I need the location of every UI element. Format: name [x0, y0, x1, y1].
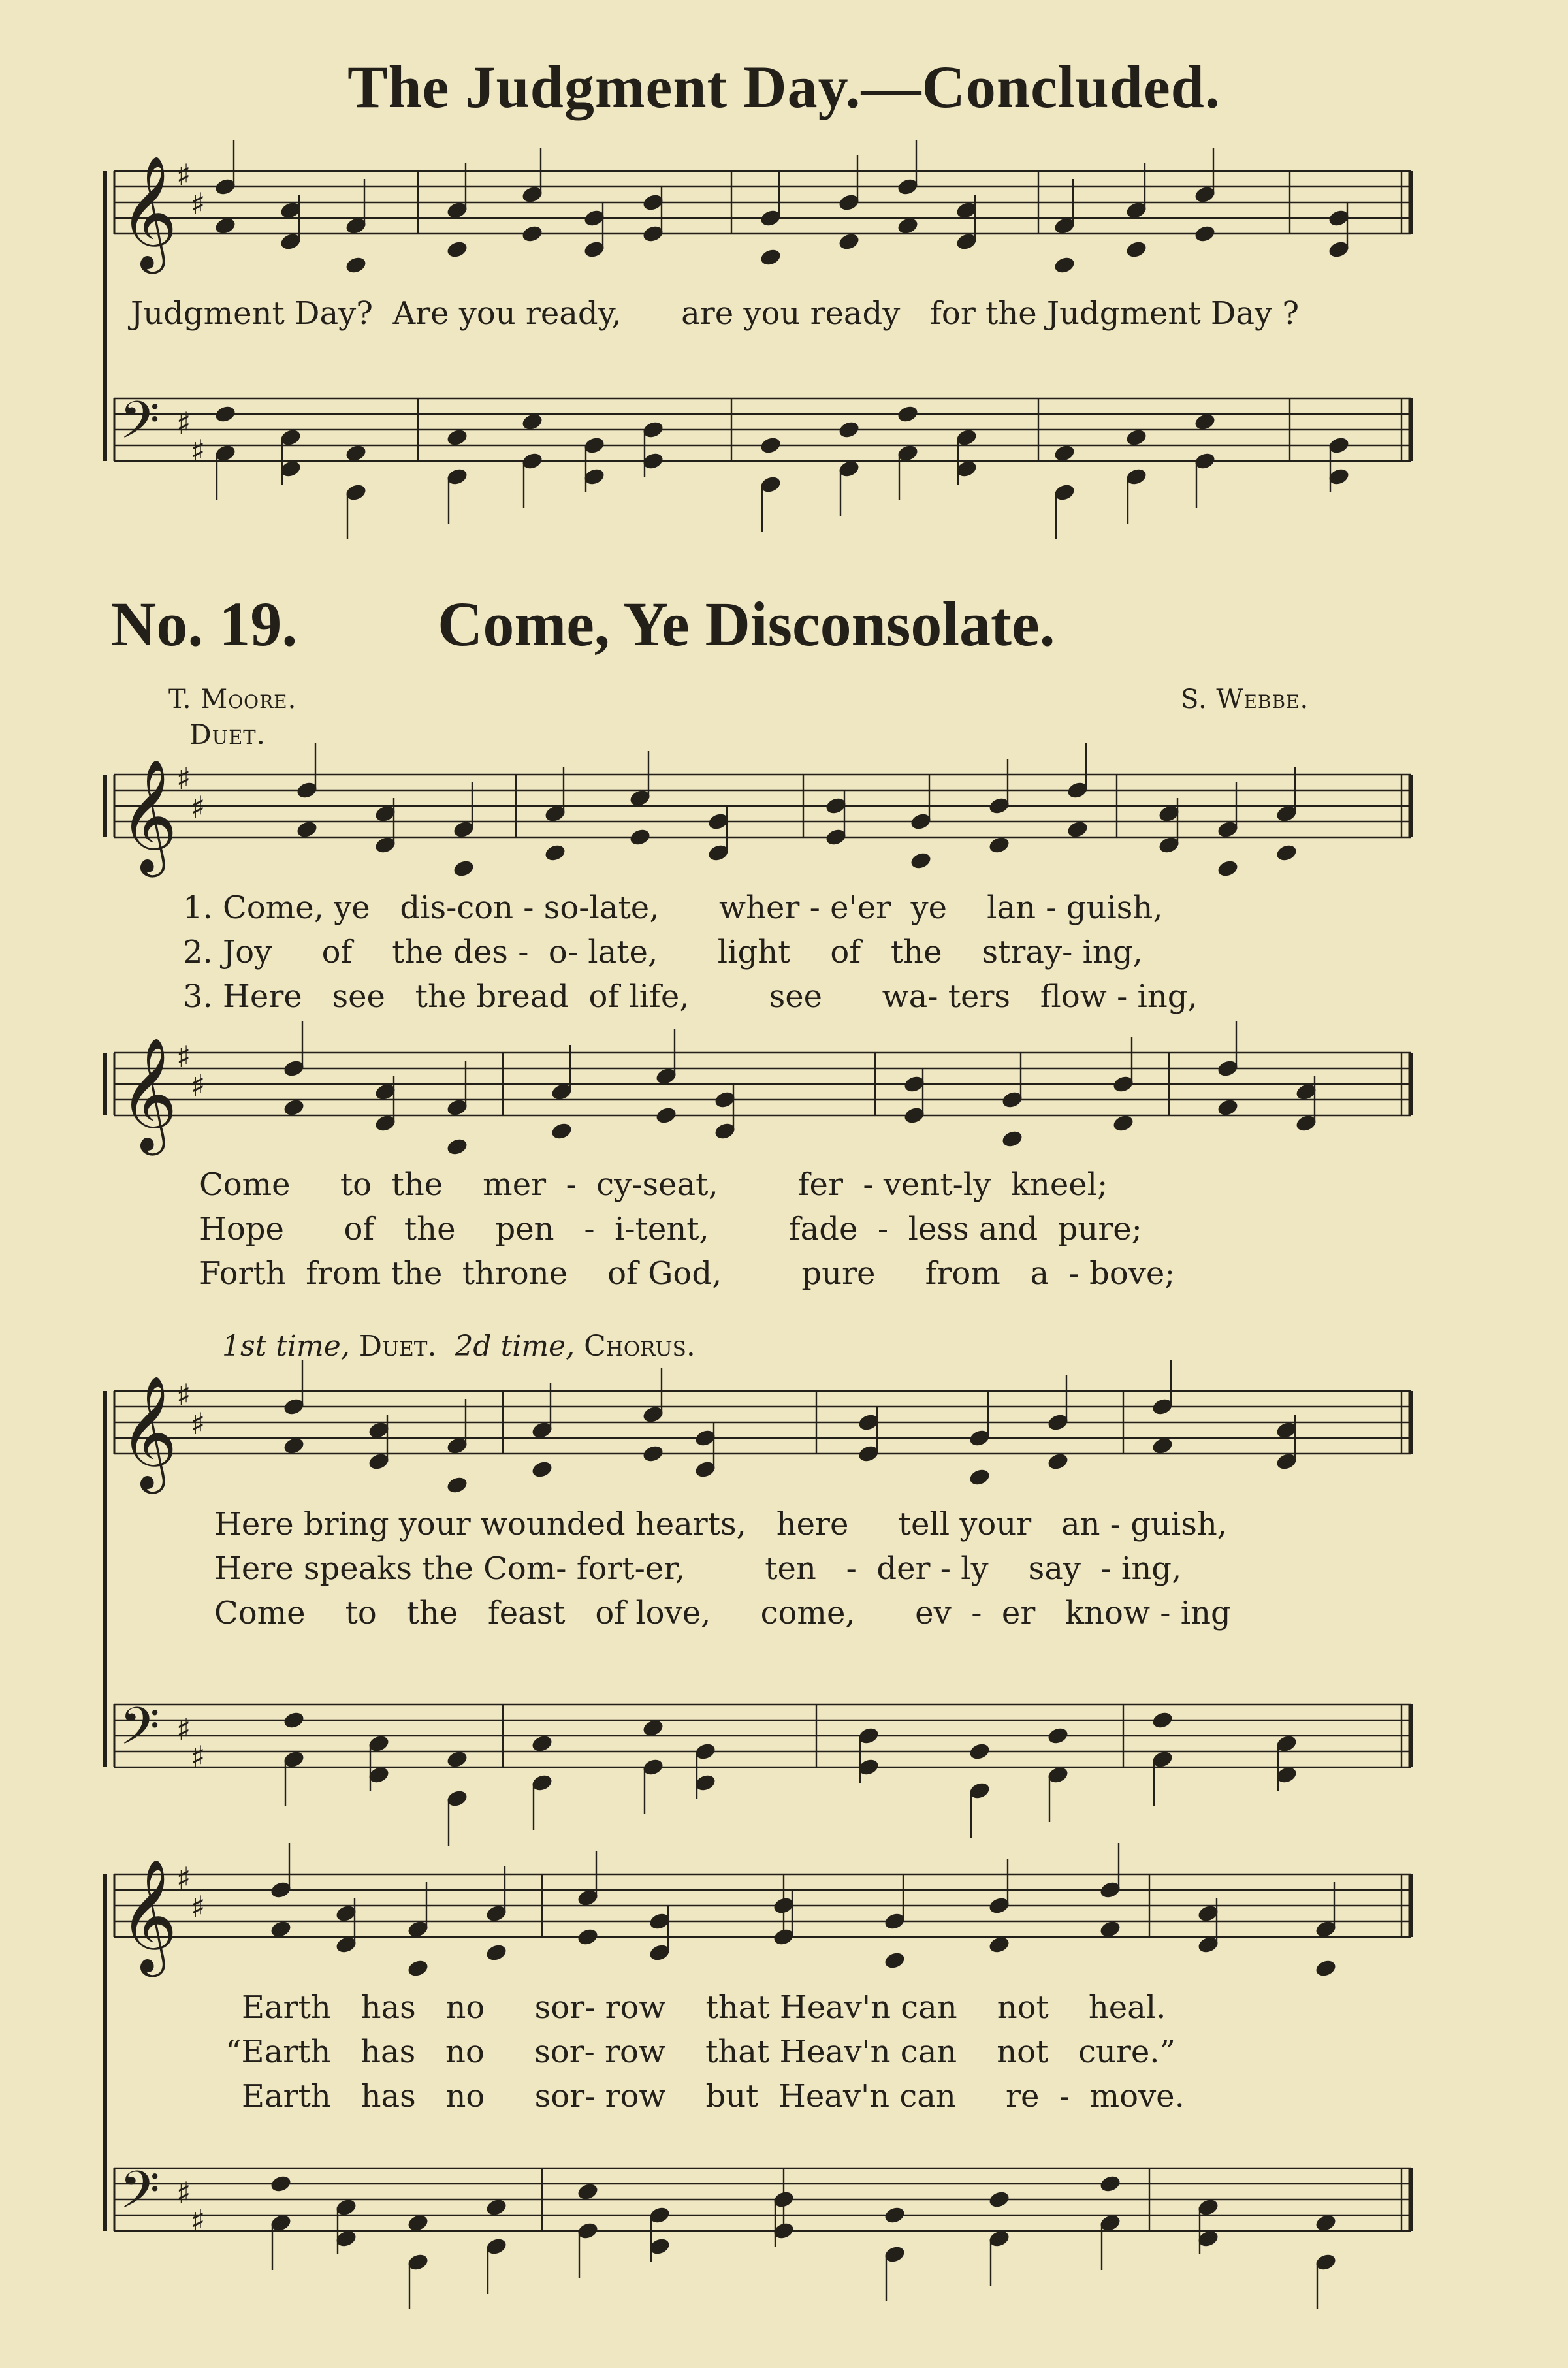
hymn-s3-bass-note — [641, 1718, 665, 1738]
hymn-s3-treble-note — [1151, 1436, 1174, 1456]
hymn-s4-treble-note — [987, 1935, 1011, 1955]
hymn-s2-treble-note — [550, 1121, 573, 1142]
judgment-bass-note — [1125, 428, 1148, 448]
hymn-s1-treble-note — [452, 859, 475, 879]
hymn-s3-treble-note — [1046, 1452, 1070, 1472]
top-lyric-line: Judgment Day? Are you ready, are you ready for the Judgment Day ? — [131, 295, 1300, 332]
treble-clef-icon: 𝄞 — [120, 1859, 178, 1972]
hymn-s1-treble-note — [628, 827, 652, 848]
sharp-icon: ♯ — [191, 1068, 206, 1103]
judgment-treble-note — [896, 216, 920, 236]
lyric-s4-v3: Earth has no sor- row but Heav'n can re - move. — [242, 2078, 1185, 2115]
hymn-s3-bass-note — [1046, 1726, 1070, 1746]
bass-clef-icon: 𝄢 — [120, 390, 160, 463]
hymn-s1-treble-note — [543, 843, 567, 863]
lyric-s2-v2: Hope of the pen - i-tent, fade - less and pure; — [199, 1211, 1142, 1247]
judgment-treble-note — [344, 255, 368, 276]
lyric-s3-v1: Here bring your wounded hearts, here tell your an - guish, — [214, 1506, 1228, 1543]
marking-first-time: 1st time, — [222, 1330, 350, 1363]
marking-second-time: 2d time, — [455, 1330, 575, 1363]
hymn-s4-treble-note — [883, 1951, 906, 1971]
judgment-bass-note — [759, 436, 782, 456]
judgment-treble-note — [759, 248, 782, 268]
hymn-title: Come, Ye Disconsolate. — [438, 589, 1055, 659]
hymn-s2-treble-note — [445, 1137, 469, 1157]
sharp-icon: ♯ — [191, 433, 206, 468]
hymn-s2-treble-note — [1000, 1129, 1024, 1149]
words-credit: T. Moore. — [168, 684, 297, 714]
sharp-icon: ♯ — [176, 761, 191, 796]
hymn-s4-bass-note — [987, 2190, 1011, 2210]
repeat-marking — [222, 1330, 696, 1363]
hymn-number: No. 19. — [111, 589, 298, 659]
sharp-icon: ♯ — [191, 1739, 206, 1774]
hymn-s3-treble-note — [530, 1460, 554, 1480]
judgment-bass-note — [344, 443, 368, 464]
judgment-bass-note — [896, 404, 920, 424]
lyric-s1-v2: 2. Joy of the des - o- late, light of the stray- ing, — [183, 934, 1143, 970]
hymn-s4-bass-note — [576, 2182, 600, 2202]
judgment-bass-note — [1193, 412, 1217, 432]
hymn-s1-treble-note — [1216, 859, 1240, 879]
hymn-s4-treble-note — [269, 1919, 293, 1940]
hymn-s3-bass-note — [1151, 1710, 1174, 1731]
sharp-icon: ♯ — [176, 406, 191, 441]
hymn-s3-treble-note — [445, 1475, 469, 1496]
hymn-s1-treble-note — [909, 851, 933, 871]
hymn-s1-treble-note — [1066, 820, 1089, 840]
marking-chorus: Chorus. — [584, 1330, 696, 1363]
lyric-s2-v3: Forth from the throne of God, pure from a - bove; — [199, 1255, 1176, 1292]
lyric-s4-v1: Earth has no sor- row that Heav'n can not heal. — [242, 1989, 1166, 2026]
judgment-treble-note — [520, 224, 544, 244]
hymn-s2-treble-note — [282, 1098, 306, 1118]
sharp-icon: ♯ — [176, 1712, 191, 1747]
hymn-s3-bass-note — [530, 1734, 554, 1754]
hymn-s1-treble-note — [1275, 843, 1298, 863]
hymn-s4-bass-note — [883, 2205, 906, 2226]
lyric-s3-v3: Come to the feast of love, come, ev - er know - ing — [214, 1595, 1231, 1631]
hymn-s3-bass-note — [282, 1710, 306, 1731]
treble-clef-icon: 𝄞 — [120, 759, 178, 872]
sharp-icon: ♯ — [176, 1861, 191, 1896]
hymn-s2-treble-note — [654, 1106, 678, 1126]
judgment-treble-note — [445, 240, 469, 260]
sharp-icon: ♯ — [191, 1889, 206, 1925]
sharp-icon: ♯ — [176, 1039, 191, 1074]
treble-clef-icon: 𝄞 — [120, 1037, 178, 1151]
music-credit: S. Webbe. — [1181, 684, 1309, 714]
hymn-s3-treble-note — [282, 1436, 306, 1456]
bass-clef-icon: 𝄢 — [120, 1696, 160, 1769]
sharp-icon: ♯ — [176, 157, 191, 193]
hymn-s4-bass-note — [406, 2213, 430, 2233]
lyric-s1-v1: 1. Come, ye dis-con - so-late, wher - e'er ye lan - guish, — [183, 889, 1163, 926]
lyric-s4-v2: “Earth has no sor- row that Heav'n can not cure.” — [225, 2034, 1176, 2070]
hymn-s4-treble-note — [576, 1927, 600, 1947]
hymn-s4-treble-note — [1314, 1959, 1337, 1979]
judgment-bass-note — [445, 428, 469, 448]
hymn-s4-bass-note — [1098, 2174, 1122, 2194]
hymn-s4-treble-note — [1098, 1919, 1122, 1940]
judgment-bass-note — [1053, 443, 1076, 464]
hymn-s3-treble-note — [641, 1444, 665, 1464]
hymn-s4-bass-note — [269, 2174, 293, 2194]
lyric-s3-v2: Here speaks the Com- fort-er, ten - der - ly say - ing, — [214, 1550, 1182, 1587]
sharp-icon: ♯ — [191, 1406, 206, 1441]
treble-clef-icon: 𝄞 — [120, 155, 178, 269]
judgment-bass-note — [837, 420, 861, 440]
sharp-icon: ♯ — [176, 2175, 191, 2211]
judgment-treble-note — [1053, 255, 1076, 276]
hymn-s2-treble-note — [1216, 1098, 1240, 1118]
hymn-s2-treble-note — [1112, 1113, 1135, 1134]
judgment-treble-note — [1125, 240, 1148, 260]
marking-duet: Duet. — [359, 1330, 437, 1363]
judgment-bass-note — [214, 404, 237, 424]
treble-clef-icon: 𝄞 — [120, 1375, 178, 1489]
judgment-treble-note — [837, 232, 861, 252]
lyric-s2-v1: Come to the mer - cy-seat, fer - vent-ly kneel; — [199, 1166, 1108, 1203]
hymn-s3-treble-note — [968, 1467, 991, 1488]
bass-clef-icon: 𝄢 — [120, 2160, 160, 2233]
judgment-treble-note — [214, 216, 237, 236]
hymn-s4-bass-note — [1314, 2213, 1337, 2233]
hymn-s3-bass-note — [445, 1750, 469, 1770]
sharp-icon: ♯ — [176, 1377, 191, 1413]
section-title-concluded: The Judgment Day.—Concluded. — [347, 54, 1221, 120]
hymn-s1-treble-note — [295, 820, 319, 840]
lyric-s1-v3: 3. Here see the bread of life, see wa- ters flow - ing, — [183, 978, 1198, 1015]
hymn-s3-bass-note — [968, 1742, 991, 1762]
sharp-icon: ♯ — [191, 186, 206, 221]
sharp-icon: ♯ — [191, 790, 206, 825]
hymn-s4-treble-note — [406, 1959, 430, 1979]
hymn-s4-treble-note — [485, 1943, 508, 1963]
judgment-treble-note — [1193, 224, 1217, 244]
duet-marking: Duet. — [189, 718, 266, 750]
hymn-s4-bass-note — [485, 2198, 508, 2218]
hymn-s1-treble-note — [987, 835, 1011, 856]
judgment-bass-note — [520, 412, 544, 432]
sharp-icon: ♯ — [191, 2203, 206, 2238]
